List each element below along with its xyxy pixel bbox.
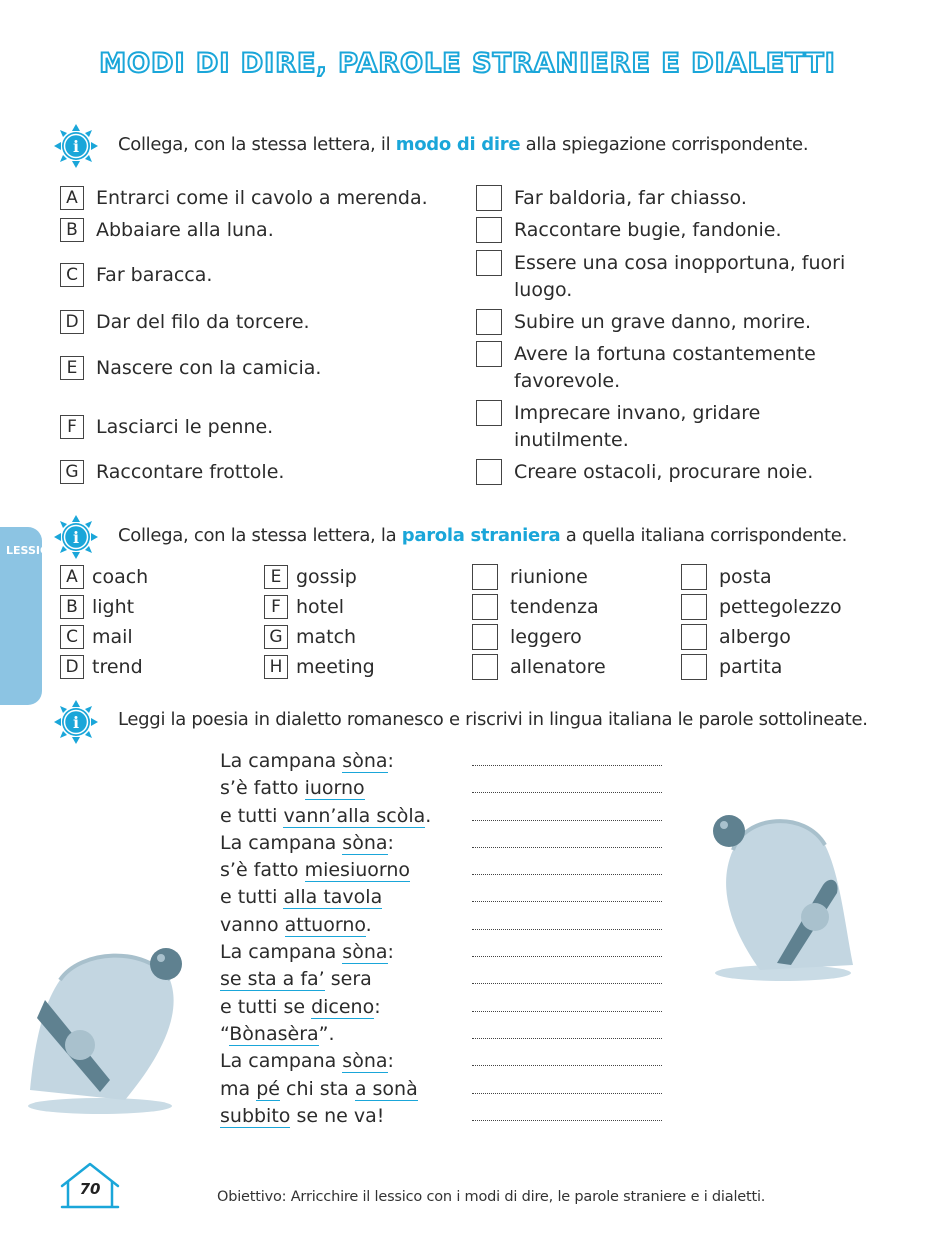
answer-line[interactable] [472, 1048, 662, 1075]
meaning-item [476, 250, 876, 304]
poem-text: La campana [220, 750, 343, 772]
italian-word: albergo [719, 626, 791, 648]
letter-box: C [60, 625, 84, 649]
idiom-text: Lasciarci le penne. [96, 416, 274, 438]
poem-text: ”. [318, 1022, 335, 1045]
answer-line[interactable] [472, 1103, 662, 1130]
answer-line[interactable] [472, 1076, 662, 1103]
foreign-word: trend [92, 656, 143, 678]
poem-text: : [387, 1050, 394, 1073]
italian-word: tendenza [510, 596, 599, 618]
underlined-word: sòna [342, 941, 388, 964]
letter-box: A [60, 186, 84, 210]
poem-line [220, 857, 431, 884]
underlined-word: sòna [342, 1050, 388, 1073]
poem-line [220, 884, 431, 911]
answer-checkbox[interactable] [476, 217, 502, 243]
foreign-word-item [60, 562, 148, 592]
letter-box: B [60, 595, 84, 619]
answer-checkbox[interactable] [472, 624, 498, 650]
idiom-text: Dar del filo da torcere. [96, 311, 310, 333]
foreign-word: hotel [296, 596, 345, 618]
poem-text: . [365, 913, 372, 936]
letter-box: F [264, 595, 288, 619]
poem-text: s’è fatto [220, 777, 305, 800]
underlined-word: miesiuorno [304, 859, 411, 882]
answer-line[interactable] [472, 803, 662, 830]
poem-text: “ [220, 1022, 230, 1045]
letter-box: D [60, 655, 84, 679]
bell-icon [705, 805, 855, 985]
answer-checkbox[interactable] [681, 564, 707, 590]
poem-text: vanno [220, 913, 285, 936]
answer-line[interactable] [472, 857, 662, 884]
sun-info-icon [53, 123, 99, 169]
answer-lines [472, 748, 662, 1130]
meaning-item [476, 459, 876, 486]
poem-text: La campana [220, 831, 343, 854]
foreign-word: match [296, 626, 357, 648]
poem-text: . [425, 804, 432, 827]
idiom-item [60, 460, 284, 484]
idiom-item [60, 263, 212, 287]
underlined-word: sòna [342, 750, 388, 772]
answer-line[interactable] [472, 939, 662, 966]
italian-word-item [681, 622, 842, 652]
poem-text: : [387, 941, 394, 964]
poem-line [220, 1021, 431, 1048]
side-tab [0, 527, 58, 705]
poem-text: La campana [220, 941, 343, 964]
poem-text: ma [220, 1077, 257, 1100]
letter-box: B [60, 218, 84, 242]
underlined-word: Bònasèra [229, 1022, 319, 1045]
italian-word-item [472, 652, 606, 682]
answer-checkbox[interactable] [681, 654, 707, 680]
meaning-item [476, 217, 876, 244]
meaning-item [476, 400, 876, 454]
poem-text: se ne va! [290, 1104, 385, 1127]
answer-checkbox[interactable] [476, 309, 502, 335]
answer-line[interactable] [472, 912, 662, 939]
foreign-word: mail [92, 626, 133, 648]
poem-line [220, 830, 431, 857]
letter-box: E [264, 565, 288, 589]
page-number: 70 [79, 1180, 101, 1198]
letter-box: G [264, 625, 288, 649]
italian-word: partita [719, 656, 783, 678]
italian-word-item [472, 592, 606, 622]
answer-checkbox[interactable] [476, 459, 502, 485]
footer-objective: Obiettivo: Arricchire il lessico con i modi di dire, le parole straniere e i dialetti. [217, 1189, 766, 1205]
poem-text: : [387, 831, 394, 854]
idiom-item [60, 310, 310, 334]
bell-icon [25, 940, 190, 1120]
answer-checkbox[interactable] [681, 624, 707, 650]
foreign-word-item [264, 622, 375, 652]
foreign-word-item [60, 652, 148, 682]
idiom-text: Far baracca. [96, 264, 213, 286]
meaning-text: Avere la fortuna costantemente favorevole. [514, 343, 816, 392]
sun-info-icon [53, 514, 99, 560]
answer-line[interactable] [472, 748, 662, 775]
foreign-word: meeting [296, 656, 375, 678]
poem-line [220, 748, 431, 775]
idiom-text: Nascere con la camicia. [96, 357, 322, 379]
italian-word-item [472, 562, 606, 592]
poem [220, 748, 431, 1130]
poem-line [220, 912, 431, 939]
poem-text: La campana [220, 1050, 343, 1073]
italian-word-item [472, 622, 606, 652]
meaning-text: Far baldoria, far chiasso. [514, 187, 747, 209]
idiom-item [60, 186, 428, 210]
meaning-text: Essere una cosa inopportuna, fuori luogo. [514, 252, 846, 301]
side-tab-label: LESSICO [6, 544, 58, 557]
exercise1-instruction: Collega, con la stessa lettera, il modo di dire alla spiegazione corrispondente. [118, 134, 809, 155]
letter-box: E [60, 356, 84, 380]
idiom-item [60, 356, 321, 380]
poem-text: chi sta [279, 1077, 355, 1100]
meaning-item [476, 341, 876, 395]
underlined-word: iuorno [304, 777, 365, 800]
answer-checkbox[interactable] [681, 594, 707, 620]
svg-text:i: i [72, 137, 80, 156]
poem-line [220, 966, 431, 993]
answer-checkbox[interactable] [472, 564, 498, 590]
meaning-text: Creare ostacoli, procurare noie. [514, 461, 814, 483]
poem-line [220, 939, 431, 966]
meaning-text: Raccontare bugie, fandonie. [514, 219, 782, 241]
foreign-word-item [60, 622, 148, 652]
poem-text: s’è fatto [220, 859, 305, 882]
underlined-word: subbito [220, 1104, 291, 1127]
poem-text: e tutti [220, 804, 284, 827]
underlined-word: pé [256, 1077, 280, 1100]
letter-box: A [60, 565, 84, 589]
italian-word: posta [719, 566, 772, 588]
poem-line [220, 1103, 431, 1130]
foreign-word: light [92, 596, 135, 618]
answer-line[interactable] [472, 884, 662, 911]
idiom-text: Entrarci come il cavolo a merenda. [96, 187, 428, 209]
letter-box: F [60, 415, 84, 439]
answer-checkbox[interactable] [476, 250, 502, 276]
poem-line [220, 775, 431, 802]
italian-word: riunione [510, 566, 588, 588]
italian-word: leggero [510, 626, 582, 648]
sun-info-icon [53, 699, 99, 745]
idiom-item [60, 218, 274, 242]
answer-checkbox[interactable] [476, 341, 502, 367]
answer-checkbox[interactable] [476, 185, 502, 211]
foreign-word-item [264, 652, 375, 682]
underlined-word: diceno [311, 995, 375, 1018]
svg-text:i: i [72, 528, 80, 547]
letter-box: H [264, 655, 288, 679]
answer-checkbox[interactable] [476, 400, 502, 426]
meaning-item [476, 309, 876, 336]
poem-line [220, 1048, 431, 1075]
underlined-word: a sonà [354, 1077, 418, 1100]
page-title: MODI DI DIRE, PAROLE STRANIERE E DIALETTI [99, 48, 836, 79]
poem-text: : [387, 750, 394, 772]
underlined-word: se sta a fa’ [220, 968, 325, 991]
italian-word-item [681, 652, 842, 682]
exercise3-instruction: Leggi la poesia in dialetto romanesco e riscrivi in lingua italiana le parole sottolineate. [118, 709, 868, 730]
poem-line [220, 994, 431, 1021]
poem-line [220, 803, 431, 830]
poem-text: e tutti se [220, 995, 312, 1018]
letter-box: G [60, 460, 84, 484]
poem-text: sera [324, 968, 372, 991]
exercise2-instruction: Collega, con la stessa lettera, la parola straniera a quella italiana corrispondente. [118, 525, 847, 546]
foreign-word: coach [92, 566, 149, 588]
svg-text:i: i [72, 713, 80, 732]
foreign-word-item [60, 592, 148, 622]
answer-checkbox[interactable] [472, 654, 498, 680]
meaning-item [476, 185, 876, 212]
underlined-word: attuorno [284, 913, 366, 936]
idiom-text: Raccontare frottole. [96, 461, 285, 483]
foreign-word: gossip [296, 566, 357, 588]
answer-line[interactable] [472, 994, 662, 1021]
italian-word: pettegolezzo [719, 596, 842, 618]
idiom-item [60, 415, 273, 439]
underlined-word: alla tavola [283, 886, 383, 909]
foreign-word-item [264, 562, 375, 592]
answer-line[interactable] [472, 830, 662, 857]
italian-word-item [681, 592, 842, 622]
letter-box: C [60, 263, 84, 287]
meaning-text: Imprecare invano, gridare inutilmente. [514, 402, 761, 451]
italian-word: allenatore [510, 656, 606, 678]
answer-line[interactable] [472, 966, 662, 993]
answer-line[interactable] [472, 1021, 662, 1048]
foreign-word-item [264, 592, 375, 622]
underlined-word: sòna [342, 831, 388, 854]
exercise2-matching [60, 562, 860, 682]
meaning-text: Subire un grave danno, morire. [514, 311, 812, 333]
answer-checkbox[interactable] [472, 594, 498, 620]
underlined-word: vann’alla scòla [283, 804, 426, 827]
letter-box: D [60, 310, 84, 334]
poem-text: : [374, 995, 381, 1018]
poem-line [220, 1076, 431, 1103]
italian-word-item [681, 562, 842, 592]
poem-text: e tutti [220, 886, 284, 909]
answer-line[interactable] [472, 775, 662, 802]
idiom-text: Abbaiare alla luna. [96, 219, 274, 241]
